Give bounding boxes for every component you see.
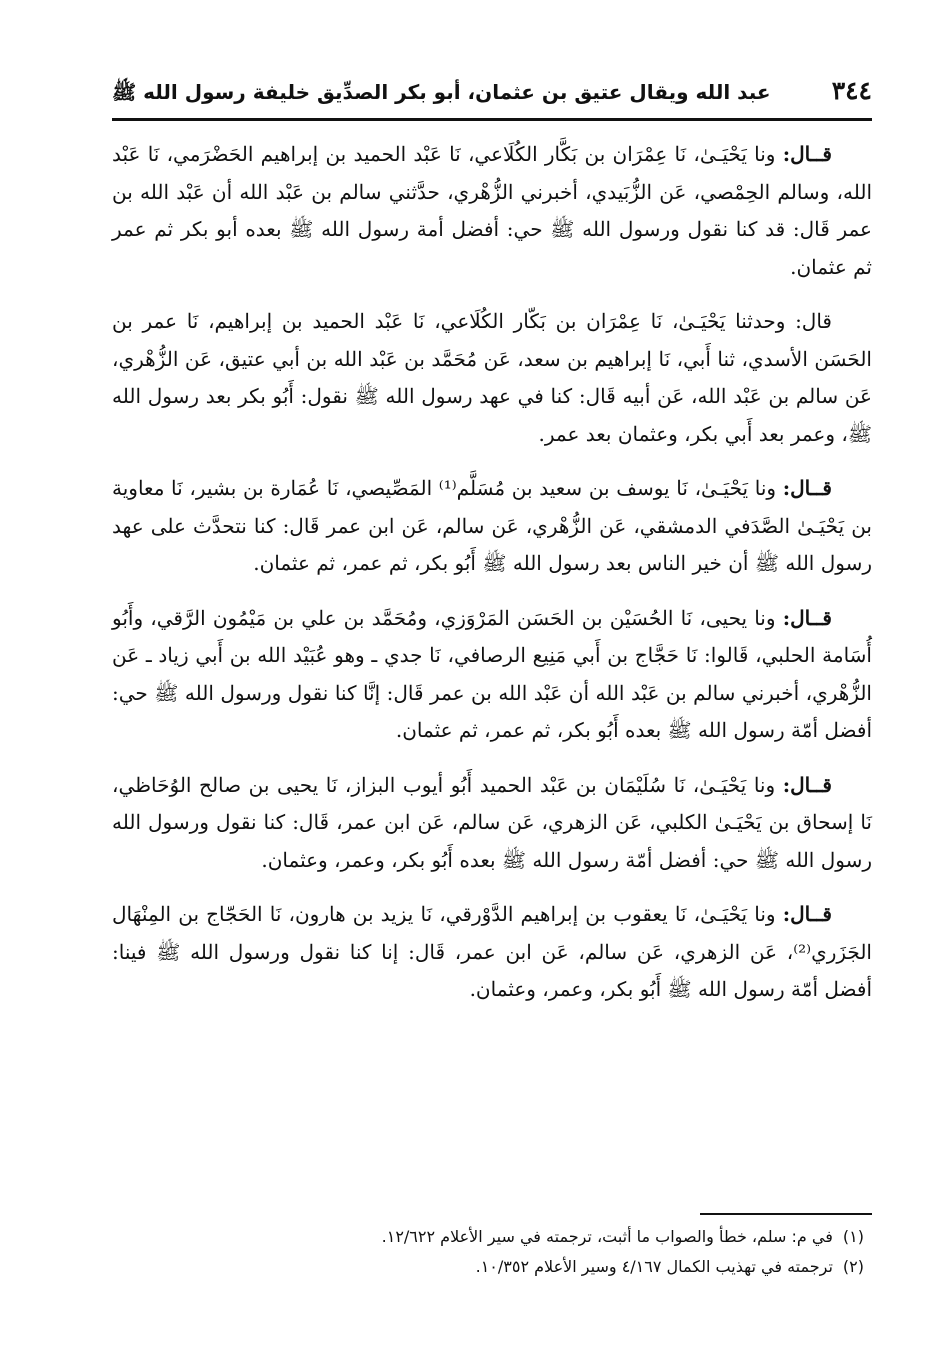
paragraph: [112, 600, 872, 750]
paragraph-text: قال: وحدثنا يَحْيَـىٰ، نَا عِمْرَان بن بَكّار الكُلَاعي، نَا عَبْد الحميد بن إبراهيم، نَا عمر بن الحَسَن الأسدي، ثنا أَبي، نَا إبراهيم بن سعد، عَن مُحَمَّد بن عَبْد الله بن أبي عتيق، عَن الزُّهْري، عَن سالم بن عَبْد الله، عَن أبيه قَال: كنا في عهد رسول الله ﷺ نقول: أَبُو بكر بعد رسول الله ﷺ، وعمر بعد أَبي بكر، وعثمان بعد عمر.: [112, 309, 872, 446]
paragraph: [112, 896, 872, 1009]
paragraph-lead: قــال:: [782, 476, 832, 500]
footnote: [112, 1222, 872, 1252]
paragraph: [112, 767, 872, 880]
page-number: ٣٤٤: [831, 76, 872, 105]
paragraph: [112, 303, 872, 453]
paragraph-text: ونا يَحْيَـىٰ، نَا يعقوب بن إبراهيم الدَّوْرقي، نَا يزيد بن هارون، نَا الحَجّاج بن المِنْهَال الجَزَري⁽²⁾، عَن الزهري، عَن سالم، عَن ابن عمر، قَال: إنا كنا نقول ورسول الله ﷺ فينا: أفضل أمّة رسول الله ﷺ أَبُو بكر، وعمر، وعثمان.: [112, 902, 872, 1001]
footnote-mark: (٢): [842, 1257, 864, 1276]
paragraph: [112, 470, 872, 583]
running-title: عبد الله ويقال عتيق بن عثمان، أبو بكر الصدِّيق خليفة رسول الله ﷺ: [112, 80, 771, 104]
footnote-text: في م: سلم، خطأ والصواب ما أثبت، ترجمته في سير الأعلام ١٢/٦٢٢.: [381, 1227, 833, 1246]
paragraph-text: ونا يَحْيَـىٰ، نَا عِمْرَان بن بَكَّار الكُلَاعي، نَا عَبْد الحميد بن إبراهيم الحَضْرَمي، نَا عَبْد الله، وسالم الحِمْصي، عَن الزُّبَيدي، أخبرني الزُّهْري، حدَّثني سالم بن عَبْد الله أن عَبْد الله بن عمر قَال: قد كنا نقول ورسول الله ﷺ حي: أفضل أمة رسول الله ﷺ بعده أبو بكر ثم عمر ثم عثمان.: [112, 142, 872, 279]
paragraph-text: ونا يحيى، نَا الحُسَيْن بن الحَسَن المَرْوَزي، ومُحَمَّد بن علي بن مَيْمُون الرَّقي، وأَبُو أُسَامة الحلبي، قَالوا: نَا حَجَّاج بن أَبي مَنِيع الرصافي، نَا جدي ـ وهو عُبَيْد الله بن أَبي زياد ـ عَن الزُّهْري، أخبرني سالم بن عَبْد الله أن عَبْد الله بن عمر قَال: إنَّا كنا نقول ورسول الله ﷺ حي: أفضل أمّة رسول الله ﷺ بعده أَبُو بكر، ثم عمر، ثم عثمان.: [112, 605, 872, 742]
footnote: [112, 1252, 872, 1282]
header-rule: [112, 118, 872, 121]
footnote-mark: (١): [842, 1227, 864, 1246]
body-text: [112, 136, 872, 1026]
page-header: [112, 70, 872, 118]
paragraph-text: ونا يَحْيَـىٰ، نَا يوسف بن سعيد بن مُسَلَّم⁽¹⁾ المَصِّيصي، نَا عُمَارة بن بشير، نَا معاوية بن يَحْيَـىٰ الصَّدَفي الدمشقي، عَن الزُّهْري، عَن سالم، عَن ابن عمر قَال: كنا نتحدَّث على عهد رسول الله ﷺ أن خير الناس بعد رسول الله ﷺ أَبُو بكر، ثم عمر، ثم عثمان.: [112, 476, 872, 575]
paragraph-lead: قــال:: [782, 142, 832, 166]
footnote-rule: [700, 1213, 872, 1215]
paragraph-lead: قــال:: [782, 902, 832, 926]
paragraph: [112, 136, 872, 286]
paragraph-lead: قــال:: [782, 605, 832, 630]
paragraph-text: ونا يَحْيَـىٰ، نَا سُلَيْمَان بن عَبْد الحميد أَبُو أيوب البزاز، نَا يحيى بن صالح الوُحَاظي، نَا إسحاق بن يَحْيَـىٰ الكلبي، عَن الزهري، عَن سالم، عَن ابن عمر، قَال: كنا نقول ورسول الله رسول الله ﷺ حي: أفضل أمّة رسول الله ﷺ بعده أَبُو بكر، وعمر، وعثمان.: [112, 772, 872, 872]
footnotes: [112, 1222, 872, 1282]
footnote-text: ترجمته في تهذيب الكمال ٤/١٦٧ وسير الأعلام ١٠/٣٥٢.: [475, 1257, 833, 1276]
paragraph-lead: قــال:: [782, 772, 832, 797]
